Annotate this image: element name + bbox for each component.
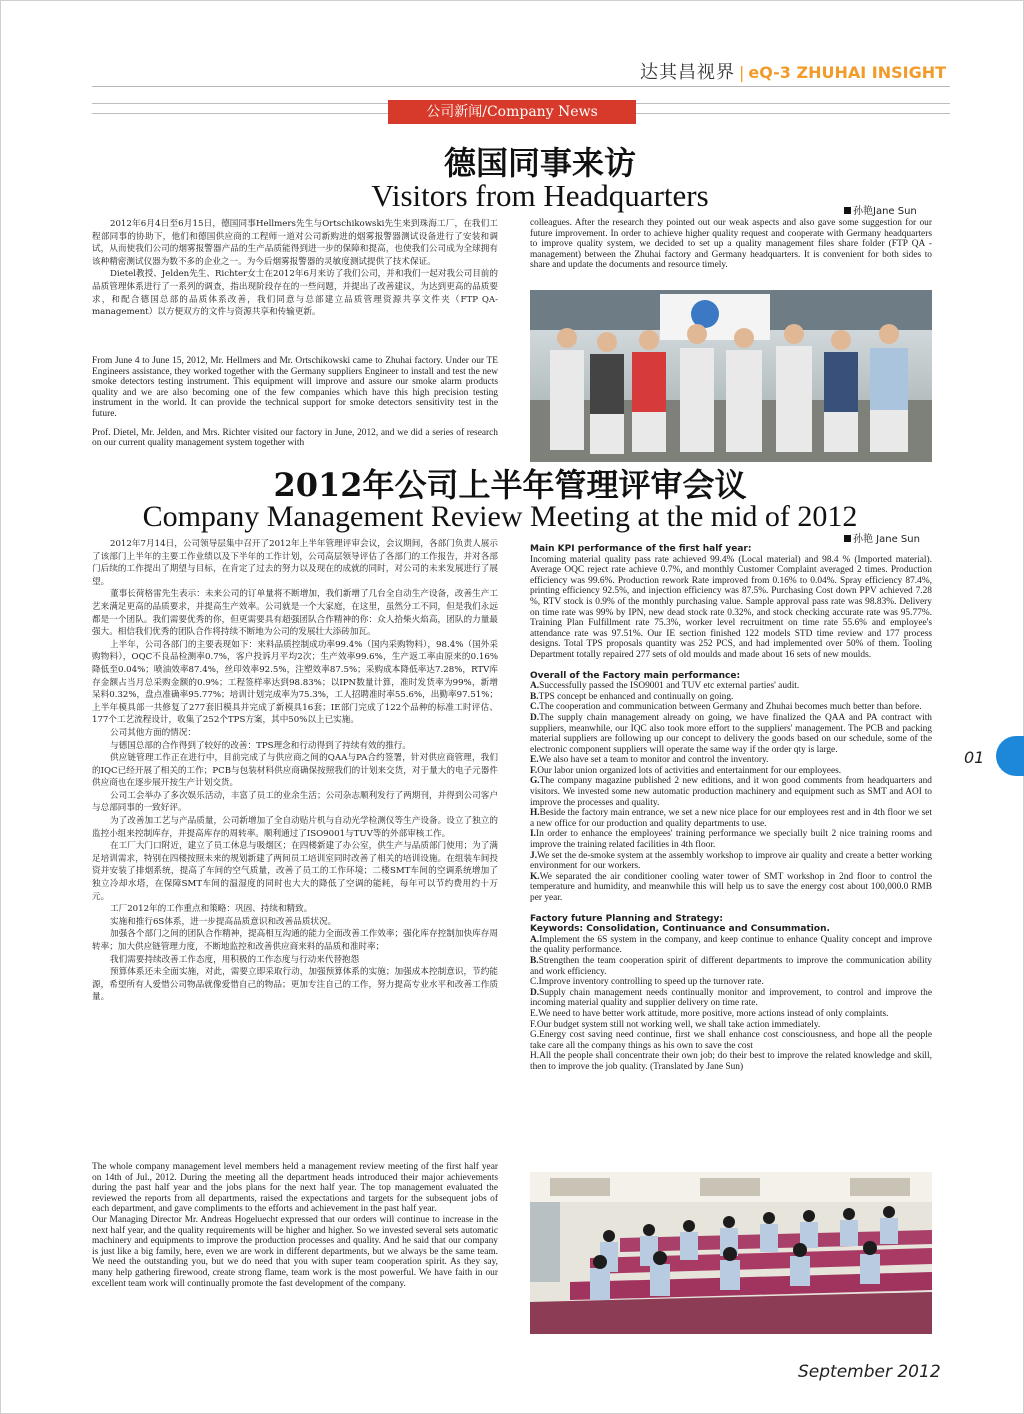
issue-date: September 2012 bbox=[798, 1362, 941, 1382]
planning-item bbox=[530, 935, 932, 956]
item-letter: C. bbox=[530, 702, 540, 713]
item-text: All the people shall concentrate their own job; do their best to improve the related knowledge and skill, then to improve the job quality. (Translated by Jane Sun) bbox=[530, 1051, 932, 1072]
item-letter: G. bbox=[530, 1030, 540, 1041]
planning-item bbox=[530, 988, 932, 1009]
item-text: The supply chain management already on going, we have finalized the QAA and PA contract with suppliers, meanwhile, our IQC also took more effort to the suppliers' management. The PCB and packing material suppliers are following up our concept to delivery the goods based on our schedule, some of the electronic component suppliers will operate the same way if the order qty is large. bbox=[530, 712, 932, 755]
item-letter: H. bbox=[530, 808, 540, 819]
magazine-title-en: eQ-3 ZHUHAI INSIGHT bbox=[748, 63, 947, 82]
item-letter: A. bbox=[530, 681, 540, 692]
overall-item bbox=[530, 851, 932, 872]
article2-title-en: Company Management Review Meeting at the mid of 2012 bbox=[142, 500, 858, 533]
item-letter: H. bbox=[530, 1051, 540, 1062]
article2-zh-paragraph: 实施和推行6S体系，进一步提高品质意识和改善品质状况。 bbox=[110, 916, 337, 927]
planning-item bbox=[530, 977, 932, 988]
magazine-title-zh: 达其昌视界 bbox=[640, 62, 735, 83]
item-text: The company magazine published 2 new editions, and it won good comments from headquarters and visitors. We invested some new automatic production machinery and equipment such as SMT and AOI to improve the processes and quality. bbox=[530, 776, 932, 808]
item-letter: D. bbox=[530, 712, 540, 723]
item-letter: D. bbox=[530, 987, 540, 998]
item-text: Supply chain management needs continually monitor and improvement, to control and improve the incoming material quality and supplier delivery on time rate. bbox=[530, 987, 932, 1009]
article1-zh-text bbox=[92, 218, 498, 358]
planning-keywords: Keywords: Consolidation, Continuance and Consummation. bbox=[530, 924, 830, 935]
article2-zh-text bbox=[92, 538, 498, 1162]
item-text: Our labor union organized lots of activities and entertainment for our employees. bbox=[537, 765, 842, 776]
article1-byline bbox=[844, 202, 917, 217]
article1-en-continued bbox=[530, 218, 932, 290]
page-number: 01 bbox=[964, 748, 985, 767]
article2-zh-paragraph: 加强各个部门之间的团队合作精神，提高相互沟通的能力全面改善工作效率；强化库存控制加快库存周转率；加大供应链管理力度，不断地监控和改善供应商来料的品质和准时率； bbox=[92, 929, 498, 952]
article2-right-column bbox=[530, 544, 932, 1170]
article1-title-zh: 德国同事来访 bbox=[443, 144, 636, 182]
article2-zh-paragraph: 公司工会举办了多次娱乐活动，丰富了员工的业余生活；公司杂志顺利发行了两期刊，并得到公司客户与总部同事的一致好评。 bbox=[92, 790, 498, 814]
item-text: Strengthen the team cooperation spirit of different departments to improve the communication ability and work efficiency. bbox=[530, 955, 932, 977]
overall-item bbox=[530, 755, 932, 766]
article2-byline-text: 孙艳 Jane Sun bbox=[853, 534, 920, 545]
planning-item bbox=[530, 1030, 932, 1051]
article1-zh-paragraph: Dietel教授、Jelden先生、Richter女士在2012年6月来访了我们公司，并和我们一起对我公司目前的品质管理体系进行了一系列的调查，指出现阶段存在的一些问题，并提出了改善建议，为达到更高的品质要求，和配合德国总部的品质体系改善，我们同意与总部建立品质管理资源共享文件夹（FTP QA-management）以方便双方的文件与资源共享和传输更新。 bbox=[92, 269, 498, 318]
item-text: Successfully passed the ISO9001 and TUV etc external parties' audit. bbox=[539, 681, 800, 692]
article1-zh-paragraph: 2012年6月4日至6月15日，德国同事Hellmers先生与Ortschikowski先生来到珠海工厂，在我们工程部同事的协助下，他们和德国供应商的工程师一道对公司新购进的烟雾报警器测试设备进行了安装和调试，从而使我们公司的烟雾报警器产品的生产品质能得到进一步的保障和提高，也使我们公司成为全球拥有该种精密测试仪器为数不多的企业之一。为今后烟雾报警器的灵敏度测试提供了技术保证。 bbox=[92, 219, 498, 267]
article1-byline-text: 孙艳Jane Sun bbox=[853, 206, 917, 217]
item-text: The cooperation and communication between Germany and Zhuhai becomes much better than before. bbox=[539, 702, 922, 713]
item-text: We also have set a team to monitor and control the inventory. bbox=[538, 755, 769, 766]
article1-en-text bbox=[92, 356, 498, 468]
byline-square-icon bbox=[844, 535, 851, 542]
section-banner: 公司新闻/Company News bbox=[388, 100, 636, 124]
article2-zh-paragraph: 上半年，公司各部门的主要表现如下：来料品质控制成功率99.4%（国内采购物料），98.4%（国外采购物料），OQC不良品检测率0.7%，客户投诉月平均2次；生产效率99.6%，生产返工率由原来的0.16%降低至0.04%；喷油效率87.4%，丝印效率92.5%，注塑效率87.5%；采购成本降低率达7.28%，RTV库存金额占当月总采购金额的0.9%；工程签样率达到98.83%；以IPN数量计算，准时发货率为99%，新增呆料0.32%，盘点准确率95.77%；培训计划完成率为75.3%，工人招聘准时率55.6%，出勤率97.51%；上半年模具部一共修复了277套旧模具并完成了新模具16套；IE部门完成了122个品种的标准工时评估、177个工艺流程设计，收集了252个TPS方案，其中50%以上已实施。 bbox=[92, 639, 498, 726]
byline-square-icon bbox=[844, 207, 851, 214]
article2-zh-paragraph: 2012年7月14日，公司领导层集中召开了2012年上半年管理评审会议，会议期间，各部门负责人展示了该部门上半年的主要工作业绩以及下半年的工作计划，公司高层领导评估了各部门的工作报告，并对各部门后续的工作提出了期望与目标，在肯定了过去的努力以及现在的成就的同时，对公司的未来发展进行了展望。 bbox=[92, 539, 498, 587]
article2-zh-paragraph: 工厂2012年的工作重点和策略：巩固、持续和精致。 bbox=[110, 904, 313, 915]
item-letter: C. bbox=[530, 977, 539, 988]
overall-item bbox=[530, 702, 932, 713]
article2-en-paragraph: Our Managing Director Mr. Andreas Hogeluecht expressed that our orders will continue to increase in the next half year, and the quality requirements will be higher and higher. So we invested several sets automatic machinery and equipments to improve the production processes and quality. And he said that our company is just like a big family, here, even we are work in different departments, but we always be the same team. We need the outstanding you, but we do need that you with super team cooperation spirit. As they say, many help gathering firewood, create strong flame, team work is the most powerful. We have faith in our excellent team work will continually promote the fast development of the company. bbox=[92, 1214, 498, 1289]
item-text: Improve inventory controlling to speed up the turnover rate. bbox=[538, 977, 764, 988]
article2-zh-paragraph: 董事长荷格雷先生表示：未来公司的订单量将不断增加，我们新增了几台全自动生产设备，改善生产工艺来满足更高的品质要求，并提高生产效率。公司就是一个大家庭，在这里，虽然分工不同，但是我们永远都是一个团队。我们需要优秀的你，但更需要具有超强团队合作精神的你：众人拾柴火焰高，团队的力量最强大。相信我们优秀的团队合作将持续不断地为公司的发展壮大添砖加瓦。 bbox=[92, 589, 498, 638]
item-letter: J. bbox=[530, 850, 538, 861]
item-letter: G. bbox=[530, 776, 540, 787]
header-separator: | bbox=[739, 63, 745, 82]
overall-item bbox=[530, 713, 932, 755]
overall-item bbox=[530, 829, 932, 850]
kpi-title: Main KPI performance of the first half year: bbox=[530, 544, 752, 554]
item-letter: E. bbox=[530, 1008, 539, 1019]
article2-title-zh: 2012年公司上半年管理评审会议 bbox=[273, 466, 747, 504]
meeting-room-photo bbox=[530, 1172, 932, 1334]
item-text: Implement the 6S system in the company, and keep continue to enhance Quality concept and improve the quality performance. bbox=[530, 934, 932, 956]
article1-en-continued-paragraph: colleagues. After the research they pointed out our weak aspects and also gave some suggestion for our future improvement. In order to achieve higher quality request and cooperate with Germany headquarters to improve quality system, we decided to set up a quality management files share folder (FTP QA - management) between the Zhuhai factory and Germany headquarters. It is convenient for both sides to share and update the documents and resource timely. bbox=[530, 218, 932, 271]
item-letter: F. bbox=[530, 1019, 537, 1030]
overall-item bbox=[530, 872, 932, 904]
item-letter: I. bbox=[530, 829, 536, 840]
item-text: We separated the air conditioner cooling water tower of SMT workshop in 2nd floor to control the temperature and humidity, and meanwhile this will help us to save the energy cost about 100,000.0 RMB per year. bbox=[530, 871, 932, 903]
overall-item bbox=[530, 681, 932, 692]
item-text: Beside the factory main entrance, we set a new nice place for our employees rest and in 4th floor we set a new office for our production and quality departments to use. bbox=[530, 808, 932, 829]
visitors-group-photo-svg bbox=[530, 290, 932, 462]
item-text: In order to enhance the employees' training performance we specially built 2 nice training rooms and improve the training related facilities in 4th floor. bbox=[530, 829, 932, 851]
article2-zh-paragraph: 与德国总部的合作得到了较好的改善：TPS理念和行动得到了持续有效的推行。 bbox=[110, 740, 411, 751]
article2-zh-paragraph: 我们需要持续改善工作态度，用积极的工作态度与行动来代替抱怨 bbox=[110, 954, 360, 965]
planning-item bbox=[530, 1020, 932, 1031]
magazine-header bbox=[640, 58, 950, 83]
kpi-text: Incoming material quality pass rate achieved 99.4% (Local material) and 98.4 % (Imported material). Average OQC reject rate achieve 0.7%, and monthly Customer Complaint averaged 2 times. Production efficiency was 99.6%. Production rework Rate improved from 0.16% to 0.04%. Spray efficiency 87.4%, printing efficiency 92.5%, and injection efficiency was 87.5%. Purchasing Cost down PPV achieved 7.28 %, RTV stock is 0.9% of the monthly purchasing value. Sample approval pass rate was 98.83%. Delivery on time rate was 99% by IPN, new dead stock rate 0.32%, and stock checking accurate rate was 95.77%. Training Plan Fulfillment rate 75.3%, worker level recruitment on time rate 55.6% and employee's attendance rate was 97.51%. Our IE section finished 122 models STD time review and 177 process designs. Total TPS proposals quantity was 252 PCS, and had implemented over 50% of them. Tooling Department totally repaired 277 sets of old moulds and made about 16 sets of new moulds. bbox=[530, 554, 932, 660]
article1-en-paragraph: Prof. Dietel, Mr. Jelden, and Mrs. Richter visited our factory in June, 2012, and we did a series of research on our current quality management system together with bbox=[92, 427, 498, 449]
article2-zh-paragraph: 供应链管理工作正在进行中，目前完成了与供应商之间的QAA与PA合约签署，针对供应商管理，我们的IQC已经开展了相关的工作；PCB与包装材料供应商确保按照我们的计划来交货，对于量大的电子元器件供应商也在逐步展开按生产计划交货。 bbox=[92, 753, 498, 789]
article1-en-paragraph: From June 4 to June 15, 2012, Mr. Hellmers and Mr. Ortschikowski came to Zhuhai factory. Under our TE Engineers assistance, they worked together with the Germany suppliers Engineer to install and test the new smoke detectors testing instrument. This equipment will improve and assure our smoke alarm products quality and we are also becoming one of the few companies which have this high precision testing instrument in the world. It can provide the technical support for smoke detectors sensitivity test in the future. bbox=[92, 356, 498, 419]
article2-en-text bbox=[92, 1162, 498, 1334]
planning-title: Factory future Planning and Strategy: bbox=[530, 913, 723, 924]
item-letter: A. bbox=[530, 934, 540, 945]
item-text: We need to have better work attitude, more positive, more actions instead of only complaints. bbox=[538, 1008, 889, 1019]
planning-item bbox=[530, 956, 932, 977]
planning-item bbox=[530, 1051, 932, 1072]
article2-byline bbox=[844, 530, 920, 545]
overall-item bbox=[530, 776, 932, 808]
overall-title: Overall of the Factory main performance: bbox=[530, 670, 741, 681]
overall-item bbox=[530, 766, 932, 777]
planning-item bbox=[530, 1009, 932, 1020]
article2-zh-paragraph: 为了改善加工艺与产品质量，公司新增加了全自动贴片机与自动光学检测仪等生产设备。设立了独立的监控小组来控制库存，并提高库存的周转率。顺利通过了ISO9001与TUV等的外部审核工作。 bbox=[92, 816, 498, 839]
article2-zh-paragraph: 预算体系还未全面实施，对此，需要立即采取行动，加强预算体系的实施；加强成本控制意识，节约能源，希望所有人爱惜公司物品就像爱惜自己的物品；更加专注自己的工作，努力提高专业水平和改善工作质量。 bbox=[92, 967, 498, 1003]
visitors-group-photo bbox=[530, 290, 932, 462]
header-rule bbox=[92, 86, 950, 87]
article2-zh-paragraph: 公司其他方面的情况： bbox=[110, 727, 196, 738]
meeting-room-photo-svg bbox=[530, 1172, 932, 1334]
item-text: Energy cost saving need continue, first we shall enhance cost consciousness, and hope all the people take care all the company things as his own to save the cost bbox=[530, 1030, 932, 1051]
item-letter: F. bbox=[530, 765, 538, 776]
overall-item bbox=[530, 692, 932, 703]
item-text: TPS concept be enhanced and continually on going. bbox=[538, 691, 734, 702]
item-letter: K. bbox=[530, 871, 540, 882]
item-letter: B. bbox=[530, 691, 539, 702]
article2-zh-paragraph: 在工厂大门口附近，建立了员工休息与吸烟区；在四楼新建了办公室，供生产与品质部门使用；为了满足培训需求，特别在四楼按照未来的规划新建了两间员工培训室同时改善了相关的培训设施。在组装车间投资并安装了排烟系统，提高了车间的空气质量，改善了员工的工作环境；二楼SMT车间的空调系统增加了独立冷却水塔，在保障SMT车间的温湿度的同时也大大的降低了空调的能耗，每年可以节约费用约十万元。 bbox=[92, 841, 498, 902]
article2-en-paragraph: The whole company management level members held a management review meeting of the first half year on 14th of Jul., 2012. During the meeting all the department heads introduced their major achievements during the past half year and the jobs plans for the next half year. The top management evaluated the reviewed the reports from all departments, raised the expectations and targets for the subsequent jobs of each department, and gave compliments to the efforts and achievement in the past half year. bbox=[92, 1162, 498, 1215]
overall-item bbox=[530, 808, 932, 829]
item-letter: E. bbox=[530, 755, 539, 766]
article1-title-en: Visitors from Headquarters bbox=[371, 178, 709, 213]
item-letter: B. bbox=[530, 955, 539, 966]
item-text: Our budget system still not working well, we shall take action immediately. bbox=[536, 1019, 821, 1030]
item-text: We set the de-smoke system at the assembly workshop to improve air quality and create a better working environment for our workers. bbox=[530, 850, 932, 872]
